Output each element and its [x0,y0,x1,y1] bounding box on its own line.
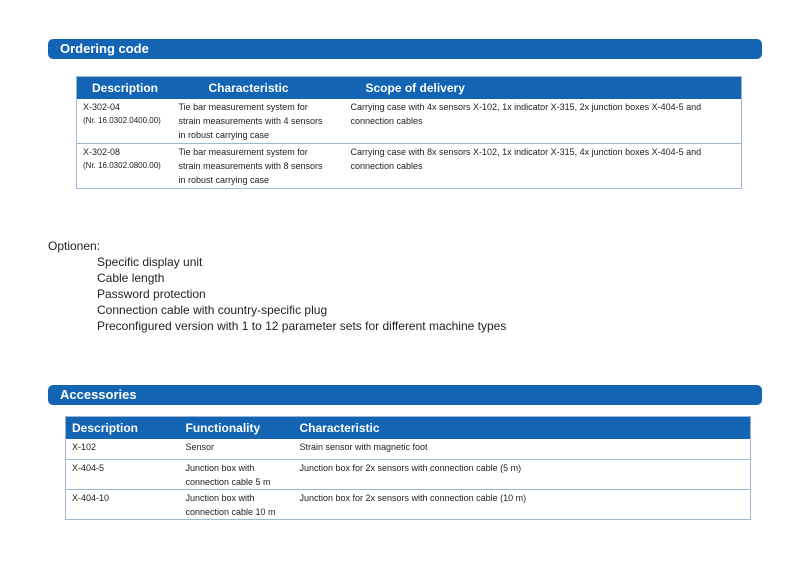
options-label: Optionen: [48,239,101,253]
ordering-code-title: Ordering code [48,39,762,59]
functionality-cell: Junction box with connection cable 5 m [180,460,294,490]
table-row [66,460,751,490]
characteristic-cell: Junction box for 2x sensors with connection cable (10 m) [299,493,527,503]
product-code-cell [77,99,173,144]
table-row [77,99,742,144]
list-item: Cable length [97,271,165,285]
header-description: Description [77,77,173,100]
characteristic-cell: Tie bar measurement system for strain measurements with 4 sensors in robust carrying case [173,99,344,144]
description-cell: X-404-5 [66,460,180,490]
product-number: (Nr. 16.0302.0400.00) [83,116,161,125]
accessories-table [65,416,751,520]
header-characteristic: Characteristic [294,417,751,440]
options-block [48,238,506,334]
table-row [77,144,742,189]
header-functionality: Functionality [180,417,294,440]
list-item: Password protection [97,287,206,301]
header-scope-of-delivery: Scope of delivery [344,77,742,100]
options-list [48,254,506,334]
table-row [66,490,751,520]
list-item: Specific display unit [97,255,203,269]
description-cell: X-102 [66,439,180,460]
accessories-title: Accessories [48,385,762,405]
description-cell: X-404-10 [72,493,110,503]
table-row [66,439,751,460]
scope-cell: Carrying case with 4x sensors X-102, 1x indicator X-315, 2x junction boxes X-404-5 and connection cables [344,99,742,144]
characteristic-cell: Junction box for 2x sensors with connection cable (5 m) [294,460,751,490]
product-number: (Nr. 16.0302.0800.00) [83,161,161,170]
list-item: Preconfigured version with 1 to 12 parameter sets for different machine types [97,319,507,333]
functionality-cell: Junction box with connection cable 10 m [185,493,276,517]
product-code-cell [77,144,173,189]
header-characteristic: Characteristic [173,77,344,100]
functionality-cell: Sensor [180,439,294,460]
product-code: X-302-08 [83,147,121,157]
characteristic-cell: Strain sensor with magnetic foot [294,439,751,460]
characteristic-cell: Tie bar measurement system for strain measurements with 8 sensors in robust carrying case [178,147,323,185]
scope-cell: Carrying case with 8x sensors X-102, 1x indicator X-315, 4x junction boxes X-404-5 and connection cables [350,147,702,171]
header-description: Description [66,417,180,440]
product-code: X-302-04 [83,102,121,112]
ordering-code-table [76,76,742,189]
list-item: Connection cable with country-specific plug [97,303,328,317]
